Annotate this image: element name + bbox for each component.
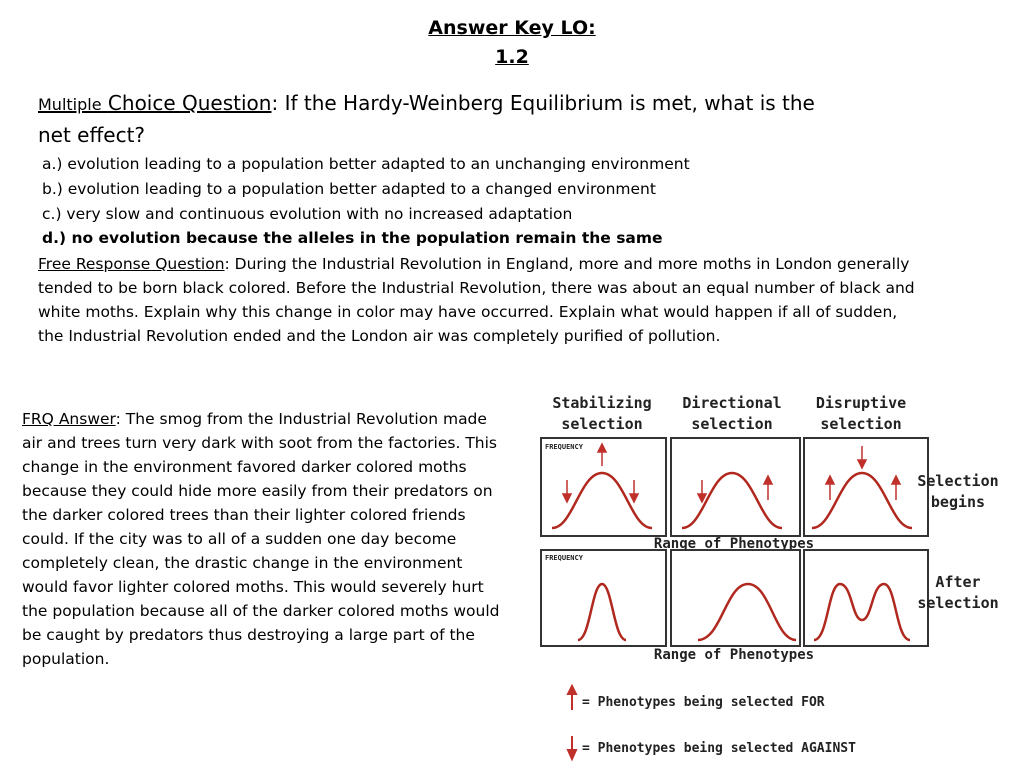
curve-disruptive-after [814,584,910,640]
col1-heading: Stabilizing [552,394,652,412]
panel-directional-after [671,550,800,646]
natural-selection-figure [538,388,1024,768]
arrow-disruptive-against [858,446,866,468]
frq-answer [22,407,512,671]
option-b: b.) evolution leading to a population better adapted to a changed environment [42,180,656,198]
title-line-1: Answer Key LO: [428,17,596,39]
panel-stabilizing-after [541,550,666,646]
legend-for-icon [568,686,576,710]
option-d-correct: d.) no evolution because the alleles in the population remain the same [42,229,663,247]
legend-against-text: = Phenotypes being selected AGAINST [582,741,856,756]
col1-subheading: selection [561,415,643,433]
arrow-stabilizing-against-left [563,480,571,502]
curve-stabilizing-after [578,584,626,640]
option-c: c.) very slow and continuous evolution with no increased adaptation [42,205,573,223]
selection-begins-label-2: begins [930,493,986,511]
legend-for-text: = Phenotypes being selected FOR [582,695,825,710]
frq-answer-label: FRQ Answer [22,410,116,428]
selection-begins-label: Selection [917,472,999,490]
col3-heading: Disruptive [815,394,907,412]
arrow-disruptive-for-right [892,476,900,500]
arrow-stabilizing-against-right [630,480,638,502]
col2-heading: Directional [682,394,782,412]
frq-text: : During the Industrial Revolution in England, more and more moths in London generally tended to be born black colored. Before the Industrial Revolution, there was about an equal number of black and white moths. Explain why this change in color may have occurred. Explain what would happen if all of sudden, the Industrial Revolution ended and the London air was completely purified of pollution. [38,255,915,345]
option-a: a.) evolution leading to a population better adapted to an unchanging environment [42,155,690,173]
arrow-directional-for [764,476,772,500]
arrow-directional-against [698,480,706,502]
range-of-phenotypes-2: Range of Phenotypes [653,647,815,663]
free-response-question [38,252,918,348]
curve-directional-after [698,584,796,640]
title-line-2: 1.2 [495,46,529,68]
arrow-disruptive-for-left [826,476,834,500]
after-selection-label-2: selection [917,594,999,612]
col3-subheading: selection [820,415,902,433]
after-selection-label: After [935,573,981,591]
mcq-question-text: : If the Hardy-Weinberg Equilibrium is met, what is the net effect? [38,91,815,147]
panel-directional-before [671,438,800,536]
frequency-label-1: FREQUENCY [545,443,583,451]
legend-against-icon [568,736,576,759]
col2-subheading: selection [691,415,773,433]
range-of-phenotypes-1: Range of Phenotypes [653,536,815,552]
page-title [0,14,1024,72]
multiple-choice-question [38,88,838,150]
mcq-label: Choice Question [107,91,272,115]
frq-answer-text: : The smog from the Industrial Revolution made air and trees turn very dark with soot from the factories. This change in the environment favored darker colored moths because they could hide more easily from their predators on the darker colored trees than their lighter colored friends could. If the city was to all of a sudden one day become completely clean, the drastic change in the environment would favor lighter colored moths. This would severely hurt the population because all of the darker colored moths would be caught by predators thus destroying a large part of the population. [22,410,500,668]
frq-label: Free Response Question [38,255,225,273]
arrow-stabilizing-for [598,444,606,466]
mcq-label-small: Multiple [38,95,102,114]
frequency-label-2: FREQUENCY [545,554,583,562]
